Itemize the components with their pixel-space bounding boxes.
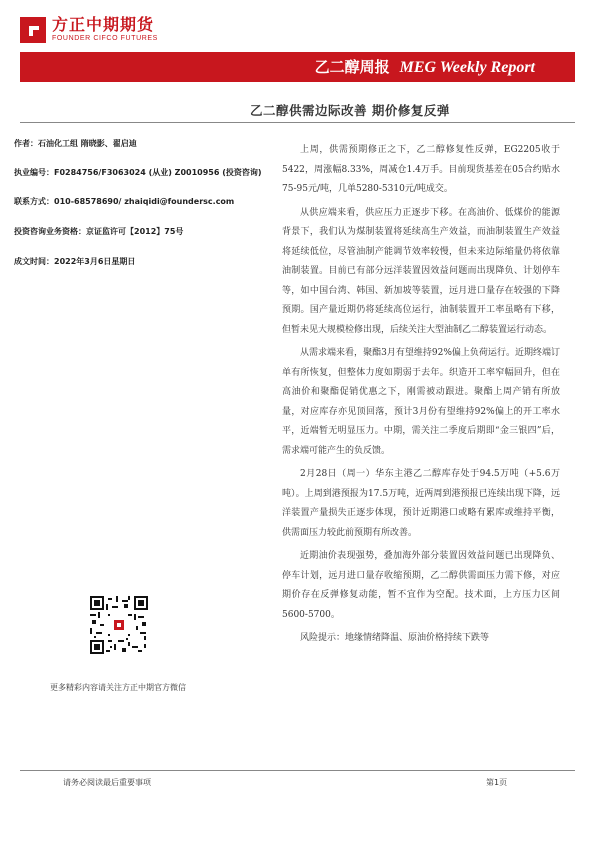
report-banner xyxy=(20,52,575,82)
qr-caption: 更多精彩内容请关注方正中期官方微信 xyxy=(50,683,186,692)
footer-divider xyxy=(20,770,575,771)
paragraph-demand: 从需求端来看，聚酯3月有望维持92%偏上负荷运行。近期终端订单有所恢复，但整体力度如期弱于去年。织造开工率窄幅回升，但在高油价和聚酯促销优惠之下，刚需被动跟进。聚酯上周产销有所放量，对应库存亦见顶回落，预计3月份有望维持92%偏上的开工率水平，近端暂无明显压力。中期，需关注二季度后期即“金三银四”后，需求端可能产生的负反馈。 xyxy=(282,348,560,456)
banner-title-cn: 乙二醇周报 xyxy=(314,58,390,76)
paragraph-inventory: 2月28日（周一）华东主港乙二醇库存处于94.5万吨（+5.6万吨）。上周到港预报为17.5万吨，近两周到港预报已连续出现下降，远洋装置产量损失正逐步体现，预计近期港口或略有累库或维持平衡，供需面压力较此前预期有所改善。 xyxy=(282,469,560,538)
logo-name-en: FOUNDER CIFCO FUTURES xyxy=(52,35,158,42)
paragraph-outlook: 近期油价表现强势，叠加海外部分装置因效益问题已出现降负、停车计划，远月进口量存收缩预期，乙二醇供需面压力需下修，对应期价存在反弹修复动能，暂不宜作为空配。技术面，上方压力区间5600-5700。 xyxy=(282,551,560,620)
logo-mark-icon xyxy=(20,17,46,43)
qualification-line: 投资咨询业务资格：京证监许可【2012】75号 xyxy=(14,227,184,236)
banner-title-en: MEG Weekly Report xyxy=(399,59,535,76)
report-body xyxy=(282,141,560,653)
page-number: 第1页 xyxy=(486,778,508,787)
contact-line: 联系方式：010-68578690/ zhaiqidi@foundersc.com xyxy=(14,197,235,206)
company-logo xyxy=(20,16,158,43)
paragraph-risk: 风险提示：地缘情绪降温、原油价格持续下跌等 xyxy=(300,633,490,643)
title-divider xyxy=(20,122,575,123)
footer-notice: 请务必阅读最后重要事项 xyxy=(63,778,151,787)
logo-name-cn: 方正中期期货 xyxy=(52,15,155,34)
author-line: 作者：石油化工组 隋晓影、翟启迪 xyxy=(14,139,137,148)
license-line: 执业编号：F0284756/F3063024 (从业) Z0010956 (投资咨询) xyxy=(14,168,262,177)
paragraph-supply: 从供应端来看，供应压力正逐步下移。在高油价、低煤价的能源背景下，我们认为煤制装置将延续高生产效益，而油制装置生产效益将延续低位，尽管油制产能调节效率较慢，但未来边际缩量仍将依靠油制装置。目前已有部分远洋装置因效益问题而出现降负、计划停车等，如中国台湾、韩国、新加坡等装置，远月进口量存在较强的下降预期。国产量近期仍将延续高位运行，油制装置开工率虽略有下移，但暂未见大规模检修出现，后续关注大型油制乙二醇装置运行动态。 xyxy=(282,207,560,335)
report-title: 乙二醇供需边际改善 期价修复反弹 xyxy=(250,103,450,118)
paragraph-market: 上周，供需预期修正之下，乙二醇修复性反弹，EG2205收于5422，周涨幅8.33%，周减仓1.4万手。目前现货基差在05合约贴水75-95元/吨，几单5280-5310元/吨成交。 xyxy=(282,145,560,194)
wechat-qr-code xyxy=(90,596,148,654)
date-line: 成文时间：2022年3月6日星期日 xyxy=(14,257,136,266)
